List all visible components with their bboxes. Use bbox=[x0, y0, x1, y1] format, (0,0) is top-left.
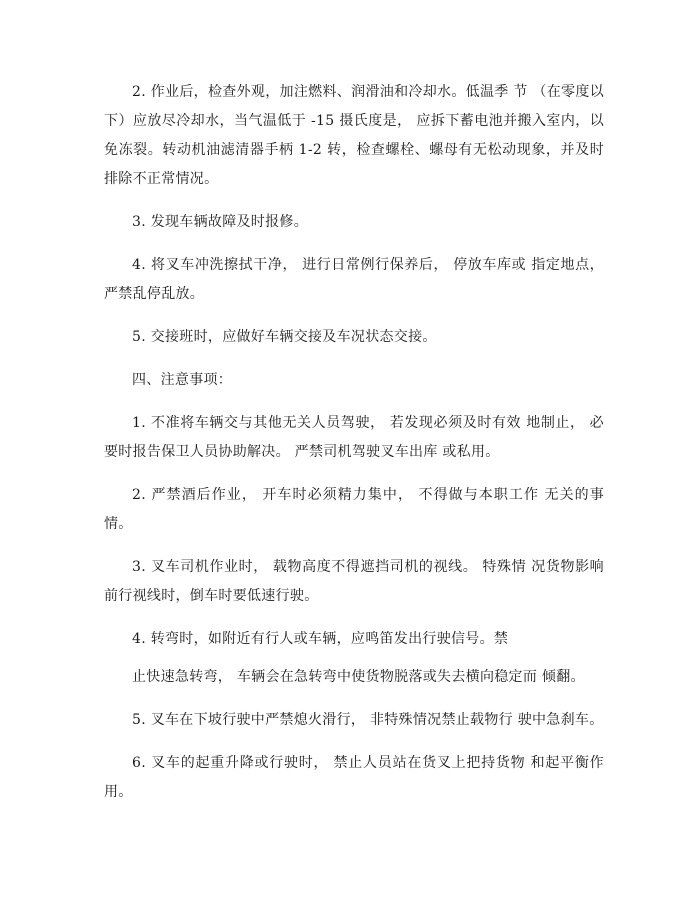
paragraph-shift-handover: 5. 交接班时，应做好车辆交接及车况状态交接。 bbox=[132, 329, 437, 345]
paragraph-clean-and-park: 4. 将叉车冲洗擦拭干净， 进行日常例行保养后， 停放车库或 指定地点，严禁乱停乱放。 bbox=[104, 257, 604, 302]
paragraph-load-height: 3. 叉车司机作业时， 载物高度不得遮挡司机的视线。 特殊情 况货物影响前行视线时，倒车时要低速行驶。 bbox=[104, 559, 604, 604]
paragraph-no-drinking: 2. 严禁酒后作业， 开车时必须精力集中， 不得做与本职工作 无关的事情。 bbox=[104, 487, 604, 532]
paragraph-turning-continued: 止快速急转弯， 车辆会在急转弯中使货物脱落或失去横向稳定而 倾翻。 bbox=[132, 669, 585, 685]
section-heading-precautions: 四、注意事项： bbox=[132, 372, 233, 388]
paragraph-no-riding-forks: 6. 叉车的起重升降或行驶时， 禁止人员站在货叉上把持货物 和起平衡作用。 bbox=[104, 755, 604, 800]
paragraph-turning: 4. 转弯时，如附近有行人或车辆，应鸣笛发出行驶信号。禁 bbox=[132, 631, 509, 647]
paragraph-downhill: 5. 叉车在下坡行驶中严禁熄火滑行， 非特殊情况禁止载物行 驶中急刹车。 bbox=[132, 712, 604, 728]
document-body bbox=[104, 78, 604, 821]
paragraph-report-faults: 3. 发现车辆故障及时报修。 bbox=[132, 214, 309, 230]
paragraph-no-unauthorized-drivers: 1. 不准将车辆交与其他无关人员驾驶， 若发现必须及时有效 地制止， 必要时报告保卫人员协助解决。 严禁司机驾驶叉车出库 或私用。 bbox=[104, 415, 604, 460]
paragraph-post-operation: 2. 作业后，检查外观，加注燃料、润滑油和冷却水。低温季 节 （在零度以下）应放尽冷却水，当气温低于 -15 摄氏度是， 应拆下蓄电池并搬入室内，以免冻裂。转动机油滤清器手柄 1-2 转，检查螺栓、螺母有无松动现象，并及时排除不正常情况。 bbox=[104, 84, 604, 187]
